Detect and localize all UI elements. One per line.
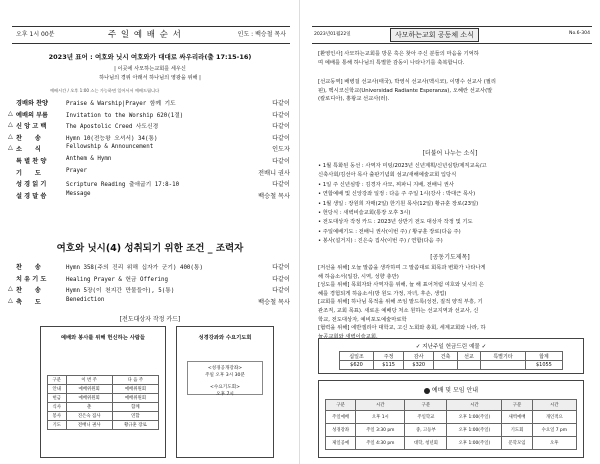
table-cell: 기도회 (502, 424, 532, 437)
table-cell: 감사 (404, 352, 434, 361)
order-name: 축 도 (16, 298, 41, 306)
order-person: 다같이 (272, 181, 290, 189)
text-line: (칼로디아), 홍왕교 선교사(러). (318, 96, 390, 103)
bulletin-number: No.6-304 (569, 31, 590, 36)
table-row (326, 400, 577, 411)
table-cell: 함께 (112, 403, 158, 412)
order-row (14, 274, 290, 284)
service-time: 오후 1시 00분 (16, 31, 55, 38)
order-content: Message (66, 190, 91, 197)
text-line: 관조직, 교회 목표). 새로운 예배당 처소 원하는 선교지역과 선교사, 신 (318, 308, 479, 314)
offering-table (339, 351, 563, 370)
text-line: [교회를 위해] 하나님 목적을 위해 쓰임 맡드록(성전, 질적 양적 부흥, 기 (318, 299, 483, 306)
bible-line: <수요기도회> (210, 385, 240, 390)
left-header (12, 26, 290, 44)
card-label: [전도대상자 작정 카드] (119, 316, 181, 323)
text-line: • 봉사(설거지) : 진은숙 집사(이번 주) / 연합(다음 주) (318, 238, 443, 245)
order-row (8, 144, 290, 154)
service-table (47, 375, 159, 430)
order-person: 다같이 (272, 287, 290, 295)
service-box-title: 예배와 봉사를 위해 헌신하는 사람들 (60, 335, 146, 341)
table-cell: 건축 (434, 352, 457, 361)
order-person: 인도자 (272, 146, 290, 154)
text-line: • 주일예배기도 : 전배니 권사(이번 주) / 황규훈 장로(다음 주) (318, 228, 461, 235)
table-cell: 다 음 주 (112, 376, 158, 385)
schedule-box (318, 380, 584, 458)
bible-box-title: 성경강좌와 수요기도회 (198, 335, 252, 341)
table-cell: 황규훈 장로 (112, 421, 158, 430)
table-header-cell: 시간 (447, 400, 502, 411)
order-mark: △ (8, 296, 13, 304)
text-line: • 전도대상자 작정 카드 : 2023년 상반기 전도 대상자 작정 및 기도 (318, 219, 473, 226)
bible-schedule (187, 361, 263, 395)
table-cell: 주일학교 (405, 411, 447, 424)
order-content: Fellowship & Announcement (66, 144, 154, 151)
table-row (326, 424, 577, 437)
table-cell: 주정 (374, 352, 404, 361)
table-row (48, 385, 159, 394)
order-content: Invitation to the Worship 620(1절) (66, 112, 184, 119)
table-cell: $1055 (525, 361, 562, 370)
table-cell: 오후 1:00(주일) (447, 411, 502, 424)
table-cell: 예배위원회 (112, 394, 158, 403)
text-line: • 1일 주 신년심방 : 김경자 사모, 찌파니 지배, 전배니 권사 (318, 181, 454, 188)
mission-line-2: 하나님의 경위 아래서 하나님의 영광을 위해 | (99, 75, 201, 81)
order-content: Scripture Reading 출애굽기 17:8-10 (66, 182, 180, 189)
order-content: Praise & Warship|Prayer 함께 기도 (66, 101, 176, 107)
text-line: 신축사회/김선아 목사 출판기념회 섬교/새해예술교회 입당식 (318, 172, 457, 179)
table-row (48, 394, 159, 403)
table-cell: 구분 (48, 376, 67, 385)
order-content: The Apostolic Creed 사도신경 (66, 124, 159, 131)
table-cell: $320 (404, 361, 434, 370)
order-person: 다같이 (272, 275, 290, 283)
order-content: Hymn 358(주의 진리 위해 십자가 군기) 400(통) (66, 265, 203, 271)
bible-line: <성경공개강좌> (207, 366, 243, 371)
table-cell: 성경강좌 (326, 424, 356, 437)
order-row (14, 191, 290, 201)
order-row (8, 121, 290, 131)
text-line: • 1월 생일 : 장원희 자매(2일) 한기원 목사(12일) 황규훈 장로(23일) (318, 200, 479, 207)
order-mark: △ (8, 132, 13, 140)
order-name: 특 별 찬 양 (16, 158, 47, 165)
table-header-cell: 구분 (502, 400, 532, 411)
year-theme: 2023년 표어 : 여호와 닛시 여호와가 대대로 싸우리라(출 17:15-16) (48, 53, 252, 61)
table-header-cell: 시간 (356, 400, 405, 411)
order-content: Hymn 10(전능왕 오셔서) 34(통) (66, 135, 158, 142)
text-line: • 연합예배 및 신앙강좌 일정 : 다음 주 주일 1시(강사 : 박대근 목사) (318, 191, 476, 198)
order-content: Anthem & Hymn (66, 156, 112, 162)
sermon-title: 여호와 닛시(4) 성취되기 위한 조건 _ 조력자 (56, 243, 244, 254)
order-row (8, 132, 290, 143)
order-person: 다같이 (272, 123, 290, 131)
bible-study-box (176, 326, 274, 458)
text-line: 학교, 전도대상자, 예비포도예술마로학 (318, 316, 407, 323)
table-cell: 예배위원회 (112, 385, 158, 394)
order-mark: △ (8, 109, 13, 117)
schedule-title (319, 385, 583, 394)
order-name: 치 유 기 도 (16, 275, 47, 283)
table-cell: 식사 (48, 403, 67, 412)
table-row (48, 376, 159, 385)
text-line: [선교동역] 배병걸 선교사(태국), 박영식 선교사(멕시코), 이명수 선교사 (필리 (318, 79, 497, 85)
table-cell: 선교 (457, 352, 480, 361)
order-name: 예배의 부름 (16, 111, 49, 119)
table-cell: 오후 (532, 437, 576, 450)
order-person: 전배니 권사 (258, 169, 290, 177)
order-row (14, 156, 290, 166)
order-row (14, 262, 290, 272)
table-cell: 오후 1시 (356, 411, 405, 424)
order-name: 설 경 말 씀 (16, 192, 47, 200)
table-cell: 봉사 (48, 412, 67, 421)
order-mark: △ (8, 285, 13, 293)
order-person: 다같이 (272, 158, 290, 165)
order-name: 기 도 (16, 169, 41, 177)
bulletin-date: 2023년01월22일 (314, 32, 351, 37)
table-cell: 주일 3:30 pm (356, 424, 405, 437)
table-cell: 대학, 청년회 (405, 437, 447, 450)
table-cell: 기도 (48, 421, 67, 430)
order-name: 성 경 읽 기 (16, 181, 47, 189)
table-cell (434, 361, 457, 370)
order-mark: △ (8, 144, 13, 152)
table-cell: 중, 고등부 (405, 424, 447, 437)
table-cell: 주일예배 (326, 411, 356, 424)
text-line: 며 예배를 통해 하나님의 특별한 감동이 나타나기를 축복합니다. (318, 59, 465, 66)
text-line: 해 하옵소서(일감, 시역, 성향 총만) (318, 273, 399, 280)
order-row (14, 179, 290, 189)
table-cell (457, 361, 480, 370)
table-header-cell: 구분 (405, 400, 447, 411)
table-row (340, 361, 563, 370)
table-cell: 십일조 (340, 352, 374, 361)
table-cell: 연합 (112, 412, 158, 421)
text-line: • 헌당식 : 새벽비슬교회(통장 오후 3시) (318, 210, 411, 216)
text-line: • 1월 특화된 동선 : 사역자 미팅/2023년 신년계획/신년심방/제직교육/고 (318, 163, 487, 169)
table-cell: 특별기타 (481, 352, 526, 361)
bullet-icon (424, 388, 430, 394)
text-line: [성도를 위해] 목회자와 사역자를 위해, 늘 해 표어처럼 여호와 닛시의 은 (318, 282, 484, 289)
table-cell: 헌금 (48, 394, 67, 403)
order-row (8, 285, 290, 295)
order-name: 신 앙 고 백 (16, 123, 47, 131)
order-person: 다같이 (272, 111, 290, 119)
table-cell: 문학모임 (502, 437, 532, 450)
text-line: [저선을 위해] 오늘 말씀을 생각하며 그 말씀대로 회목과 변화가 나타나게 (318, 265, 486, 271)
table-row (48, 412, 159, 421)
table-cell: 제일공예 (326, 437, 356, 450)
mission-line-1: | 이곳에 사모하는교회를 세우신 (114, 66, 186, 72)
service-order-title: 주 일 예 배 순 서 (108, 30, 182, 40)
table-row (340, 352, 563, 361)
order-person: 다같이 (272, 100, 290, 107)
table-cell: 예배위원회 (66, 385, 112, 394)
table-cell: 새벽예배 (502, 411, 532, 424)
order-content: Benediction (66, 296, 105, 303)
right-header (312, 26, 592, 44)
table-row (48, 403, 159, 412)
offering-box (318, 338, 584, 374)
table-cell: 예배위원회 (66, 394, 112, 403)
order-person: 다같이 (272, 264, 290, 271)
order-row (14, 168, 290, 178)
offering-title: ✓ 지난주일 헌금드린 예물 ✓ (415, 344, 487, 350)
table-cell: 합계 (525, 352, 562, 361)
order-content: Prayer (66, 167, 87, 174)
table-cell: 오후 1:00(주일) (447, 437, 502, 450)
preacher-label: 인도 : 백승철 목사 (237, 31, 286, 38)
table-row (48, 421, 159, 430)
text-line: 핀), 멕시코신학교(Universidad Radiante Esperanza), 오혜란 선교사(말 (318, 87, 493, 94)
table-cell: 수요일 7 pm (532, 424, 576, 437)
order-name: 찬 송 (16, 134, 41, 142)
order-name: 찬 송 (16, 287, 41, 295)
table-cell: 오후 1:00(주일) (447, 424, 502, 437)
order-person: 백승철 목사 (258, 192, 290, 200)
prayer-title: [공동기도제목] (430, 254, 470, 261)
right-page (300, 0, 600, 464)
service-box (40, 326, 166, 458)
table-cell: 주일 4:30 pm (356, 437, 405, 450)
table-row (326, 411, 577, 424)
table-cell: $620 (340, 361, 374, 370)
worship-note: 예배시간 / 오후 1:00 스는 가능하면 일어서서 예배드립니다 (50, 88, 160, 93)
text-line: [환영인사] 사모하는교회를 방문 혹은 찾아 주신 분들의 마음을 기억하 (318, 51, 479, 57)
text-line: 늘공교회와 새벽이슬교회. (318, 333, 378, 340)
order-content: Hymn 5장(이 천지간 만물들아), 5(통) (66, 288, 175, 295)
table-cell (481, 361, 526, 370)
order-row (8, 296, 290, 307)
table-cell: 전배니 권사 (66, 421, 112, 430)
table-cell: 개인적으 (532, 411, 576, 424)
table-cell: 진은숙 집사 (66, 412, 112, 421)
order-name: 소 식 (16, 146, 41, 154)
table-header-cell: 구분 (326, 400, 356, 411)
order-name: 경배와 찬양 (16, 100, 49, 107)
share-title: [더불어 나누는 소식] (422, 150, 478, 157)
order-row (8, 109, 290, 120)
order-person: 다같이 (272, 134, 290, 142)
order-content: Healing Prayer & 헌금 Offering (66, 276, 168, 283)
text-line: [협력을 위해] 에반겔리아 대학교, 고신 노회와 총회, 세계교회와 나라, 하 (318, 325, 486, 332)
order-mark: △ (8, 121, 13, 129)
order-name: 찬 송 (16, 264, 41, 271)
bible-line: 주일 오후 3시 30분 (205, 373, 245, 378)
schedule-title-text: 예배 및 모임 안내 (431, 387, 479, 394)
table-cell: 이 번 주 (66, 376, 112, 385)
schedule-table (325, 399, 577, 450)
order-person: 백승철 목사 (258, 298, 290, 306)
table-row (326, 437, 577, 450)
bible-line: 오후 7시 (216, 392, 234, 397)
community-news-title: 사모하는교회 공동체 소식 (390, 28, 479, 42)
table-cell: $115 (374, 361, 404, 370)
table-header-cell: 시간 (532, 400, 576, 411)
table-cell: 안내 (48, 385, 67, 394)
order-row (14, 98, 290, 108)
table-cell: 춘 (66, 403, 112, 412)
text-line: 혜를 경험되게 하옵소서(방 원도 가정, 자녀, 후손, 생업) (318, 290, 447, 297)
